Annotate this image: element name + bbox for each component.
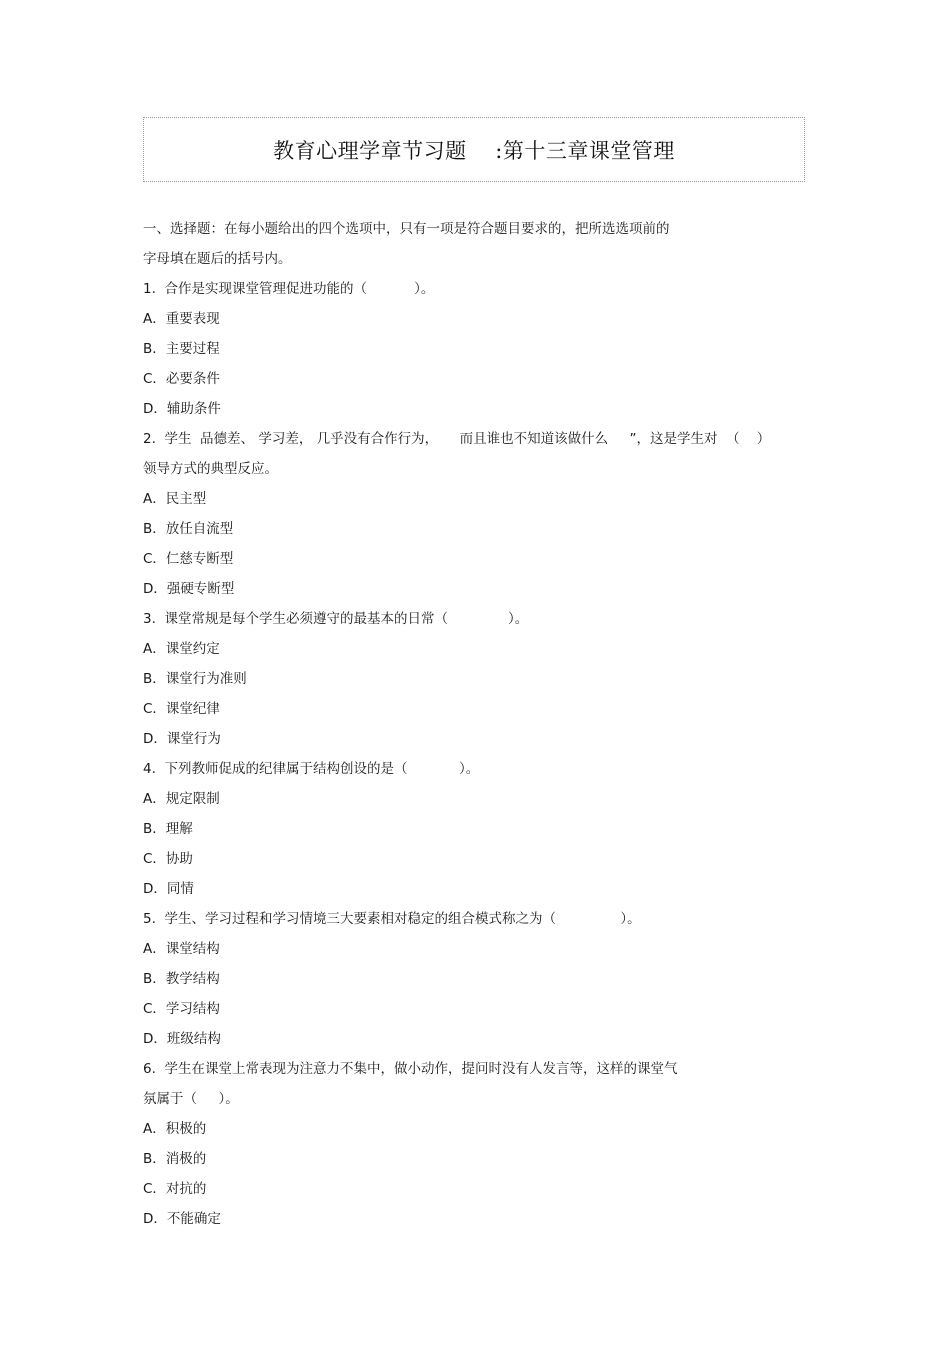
question-option: D．同情 [143,881,194,897]
question-stem: 1. 合作是实现课堂管理促进功能的（ ）。 [143,281,435,297]
question-option: C．仁慈专断型 [143,551,234,567]
question-stem: 氛属于（ ）。 [143,1091,239,1107]
question-option: B．课堂行为准则 [143,671,247,687]
question-option: D．辅助条件 [143,401,221,417]
section-intro-line: 一、选择题：在每小题给出的四个选项中，只有一项是符合题目要求的，把所选选项前的 [143,221,670,237]
question-option: D．班级结构 [143,1031,221,1047]
question-option: D．不能确定 [143,1211,221,1227]
question-stem: 3. 课堂常规是每个学生必须遵守的最基本的日常（ ）。 [143,611,529,627]
question-option: A．民主型 [143,491,207,507]
question-option: D．课堂行为 [143,731,221,747]
question-option: B．主要过程 [143,341,220,357]
question-stem: 6. 学生在课堂上常表现为注意力不集中，做小动作，提问时没有人发言等，这样的课堂气 [143,1061,678,1077]
document-body [143,214,813,1234]
question-stem: 5. 学生、学习过程和学习情境三大要素相对稳定的组合模式称之为（ ）。 [143,911,641,927]
document-title: 教育心理学章节习题 :第十三章课堂管理 [273,138,675,163]
question-option: C．对抗的 [143,1181,207,1197]
question-option: C．课堂纪律 [143,701,220,717]
question-option: D．强硬专断型 [143,581,235,597]
question-option: A．课堂约定 [143,641,220,657]
question-option: B．消极的 [143,1151,207,1167]
question-stem: 2. 学生 品德差、 学习差， 几乎没有合作行为， 而且谁也不知道该做什么 ”，这是学生对 （ ） [143,431,771,447]
title-box [143,117,805,182]
question-option: B．理解 [143,821,193,837]
question-stem: 领导方式的典型反应。 [143,461,278,477]
question-option: B．教学结构 [143,971,220,987]
question-stem: 4. 下列教师促成的纪律属于结构创设的是（ ）。 [143,761,480,777]
question-option: C．学习结构 [143,1001,220,1017]
question-option: C．必要条件 [143,371,220,387]
question-option: C．协助 [143,851,193,867]
question-option: A．重要表现 [143,311,220,327]
question-option: A．课堂结构 [143,941,220,957]
question-option: A．规定限制 [143,791,220,807]
question-option: A．积极的 [143,1121,207,1137]
section-intro-line: 字母填在题后的括号内。 [143,251,292,267]
question-option: B．放任自流型 [143,521,234,537]
